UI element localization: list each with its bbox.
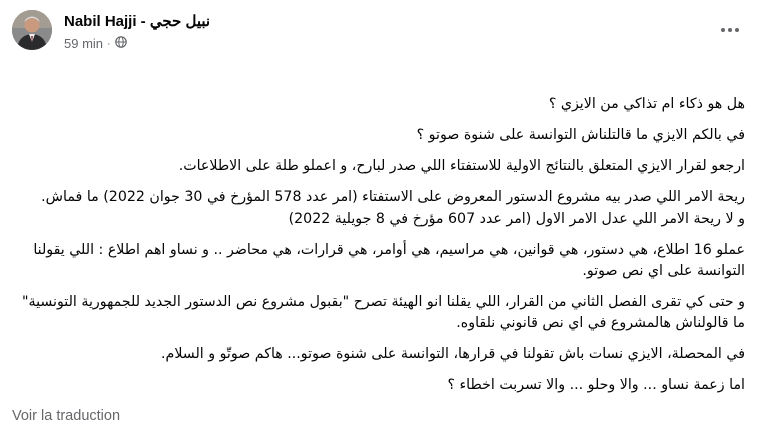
meta-separator: · bbox=[107, 37, 111, 50]
post-paragraph: هل هو ذكاء ام تذاكي من الايزي ؟ bbox=[548, 96, 745, 112]
globe-icon[interactable] bbox=[115, 36, 127, 51]
see-translation-link[interactable]: Voir la traduction bbox=[12, 408, 121, 424]
post-time[interactable]: 59 min bbox=[64, 36, 104, 51]
post-meta bbox=[64, 36, 127, 51]
post-paragraph: اما زعمة نساو ... والا وحلو ... والا تسربت اخطاء ؟ bbox=[447, 377, 745, 393]
more-options-icon[interactable] bbox=[715, 18, 745, 42]
post-paragraph: عملو 16 اطلاع، هي دستور، هي قوانين، هي مراسيم، هي أوامر، هي قرارات، هي محاضر .. و نساو اهم اطلاع : اللي يقولنا التوانسة على اي نص صوتو. bbox=[33, 242, 745, 279]
avatar-image bbox=[12, 10, 52, 50]
post-paragraph: في المحصلة، الايزي نسات باش تقولنا في قرارها، التوانسة على شنوة صوتو... هاكم صوتّو و السلام. bbox=[161, 346, 745, 362]
post-paragraph: ريحة الامر اللي صدر بيه مشروع الدستور المعروض على الاستفتاء (امر عدد 578 المؤرخ في 30 جوان 2022) ما فماش. bbox=[41, 189, 745, 205]
post-body bbox=[11, 94, 745, 406]
post-paragraph: و لا ريحة الامر اللي عدل الامر الاول (امر عدد 607 مؤرخ في 8 جويلية 2022) bbox=[288, 211, 745, 227]
post-header bbox=[12, 10, 745, 58]
post-paragraph: في بالكم الايزي ما قالتلناش التوانسة على شنوة صوتو ؟ bbox=[416, 127, 745, 143]
post-paragraph: و حتى كي تقرى الفصل الثاني من القرار، اللي يقلنا انو الهيئة تصرح "بقبول مشروع نص الدستور الجديد للجمهورية التونسية" ما قالولناش هالمشروع في اي نص قانوني نلقاوه. bbox=[21, 294, 745, 331]
post-paragraph: ارجعو لقرار الايزي المتعلق بالنتائج الاولية للاستفتاء اللي صدر لبارح، و اعملو طلة على الاطلاعات. bbox=[178, 158, 745, 174]
avatar[interactable] bbox=[12, 10, 52, 50]
author-name[interactable]: Nabil Hajji - نبيل حجي bbox=[64, 13, 211, 30]
